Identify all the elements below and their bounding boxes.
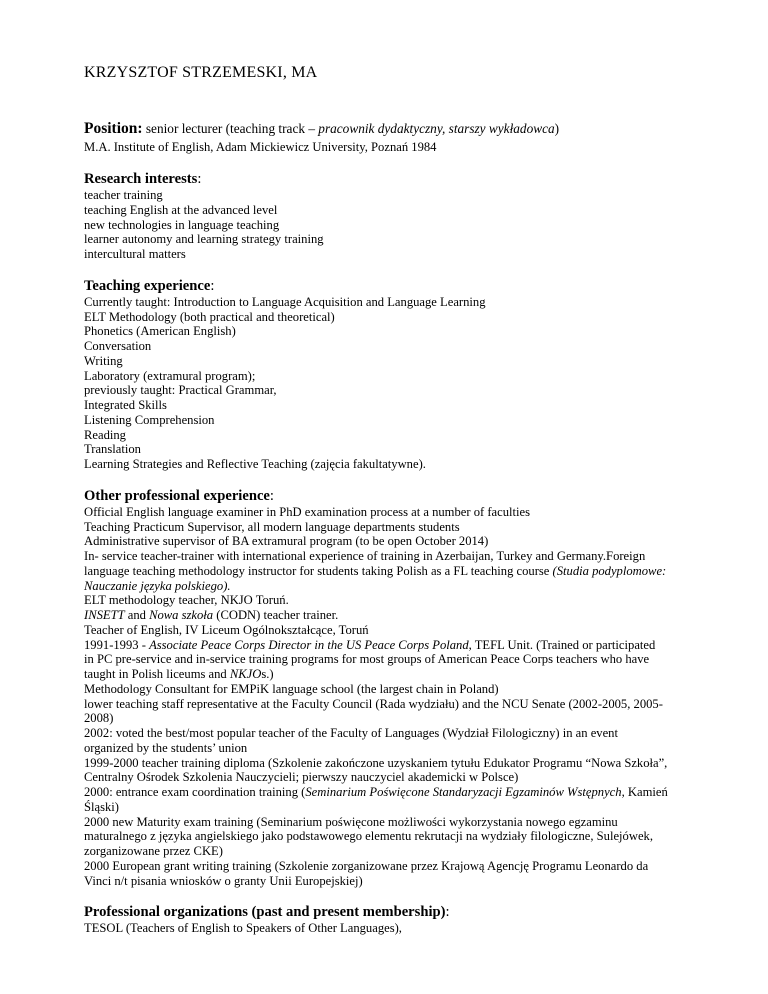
list-item: Learning Strategies and Reflective Teaching (zajęcia fakultatywne). <box>84 457 426 471</box>
other-heading <box>84 488 728 505</box>
list-item: Conversation <box>84 339 152 353</box>
text-line: Administrative supervisor of BA extramural program (to be open October 2014) <box>84 534 489 549</box>
text-line: 2000 European grant writing training (Szkolenie zorganizowane przez Krajową Agencję Programu Leonardo da <box>84 858 649 873</box>
text-line: Vinci n/t pisania wniosków o granty Unii Europejskiej) <box>84 873 363 888</box>
list-item: Writing <box>84 353 123 368</box>
text-span: (CODN) teacher trainer. <box>213 608 339 622</box>
research-heading-text: Research interests <box>84 171 198 187</box>
list-item: Integrated Skills <box>84 398 167 412</box>
list-item: Reading <box>84 427 126 442</box>
orgs-heading-text: Professional organizations (past and present membership) <box>84 904 446 921</box>
text-span-italic: (Studia podyplomowe: <box>552 563 667 578</box>
text-line: Methodology Consultant for EMPiK language school (the largest chain in Poland) <box>84 681 499 696</box>
list-item: new technologies in language teaching <box>84 217 280 232</box>
text-line <box>84 638 728 653</box>
text-span-italic: INSETT <box>84 608 125 622</box>
position-text: senior lecturer (teaching track – <box>142 121 319 136</box>
list-item: Listening Comprehension <box>84 412 215 427</box>
orgs-heading <box>84 904 728 921</box>
text-span-italic: Associate Peace Corps Director in the US Peace Corps Poland <box>149 637 469 652</box>
other-heading-colon: : <box>269 487 274 504</box>
text-span-italic: Nowa szkoła <box>149 608 214 622</box>
text-span: and <box>124 608 150 622</box>
page-title: KRZYSZTOF STRZEMESKI, MA <box>84 64 318 81</box>
list-item: teacher training <box>84 188 163 202</box>
teaching-list <box>84 295 728 472</box>
text-line: 1999-2000 teacher training diploma (Szkolenie zakończone uzyskaniem tytułu Edukator Programu “Nowa Szkoła”, <box>84 755 668 770</box>
teaching-heading-text: Teaching experience <box>84 277 211 294</box>
orgs-list <box>84 921 728 936</box>
position-line <box>84 120 728 137</box>
position-text-italic: pracownik dydaktyczny, starszy wykładowca <box>318 121 555 136</box>
text-span: 2000: entrance exam coordination training ( <box>84 785 306 799</box>
research-heading-colon: : <box>197 171 202 187</box>
text-line: Centralny Ośrodek Szkolenia Nauczycieli; pierwszy nauczyciel akademicki w Polsce) <box>84 770 519 785</box>
text-line <box>84 785 728 800</box>
text-line: maturalnego z języka angielskiego jako podstawowego elementu rekrutacji na wydziały filologiczne, Sulejówek, <box>84 829 653 844</box>
text-line: lower teaching staff representative at the Faculty Council (Rada wydziału) and the NCU Senate (2002-2005, 2005- <box>84 696 663 711</box>
text-span: Kamień <box>624 785 668 799</box>
text-span: s.) <box>261 667 274 681</box>
text-line: 2000 new Maturity exam training (Seminarium poświęcone możliwości wykorzystania nowego egzaminu <box>84 814 618 829</box>
text-line <box>84 667 728 682</box>
degree-line: M.A. Institute of English, Adam Mickiewicz University, Poznań 1984 <box>84 140 437 154</box>
text-line: in PC pre-service and in-service training programs for most groups of American Peace Corps teachers who have <box>84 652 650 667</box>
text-line: Official English language examiner in PhD examination process at a number of faculties <box>84 504 531 519</box>
text-span: taught in Polish liceums and <box>84 667 230 681</box>
orgs-heading-colon: : <box>445 904 450 921</box>
text-line: 2002: voted the best/most popular teacher of the Faculty of Languages (Wydział Filologiczny) in an event <box>84 726 618 740</box>
text-line: Śląski) <box>84 799 119 814</box>
list-item: ELT Methodology (both practical and theoretical) <box>84 309 335 324</box>
list-item: previously taught: Practical Grammar, <box>84 383 277 398</box>
text-span: , TEFL Unit. (Trained or participated <box>468 637 656 652</box>
teaching-heading <box>84 278 728 295</box>
list-item: Currently taught: Introduction to Language Acquisition and Language Learning <box>84 294 486 309</box>
text-line: ELT methodology teacher, NKJO Toruń. <box>84 593 289 608</box>
research-heading <box>84 171 728 188</box>
text-span-italic: Seminarium Poświęcone Standaryzacji Egzaminów Wstępnych, <box>305 785 625 799</box>
position-label: Position: <box>84 120 143 137</box>
text-span: 1991-1993 - <box>84 637 150 652</box>
list-item: Phonetics (American English) <box>84 324 236 339</box>
text-span-italic: NKJO <box>229 667 262 681</box>
text-line: Teaching Practicum Supervisor, all modern language departments students <box>84 519 460 534</box>
other-heading-text: Other professional experience <box>84 487 270 504</box>
other-list <box>84 505 728 889</box>
text-line <box>84 564 728 579</box>
list-item: teaching English at the advanced level <box>84 202 278 217</box>
list-item: Laboratory (extramural program); <box>84 368 256 383</box>
text-line: 2008) <box>84 711 114 726</box>
text-line: Teacher of English, IV Liceum Ogólnokształcące, Toruń <box>84 622 369 637</box>
text-line: In- service teacher-trainer with international experience of training in Azerbaijan, Turkey and Germany.Foreign <box>84 549 646 563</box>
text-line: Nauczanie języka polskiego). <box>84 578 231 593</box>
list-item: intercultural matters <box>84 247 186 261</box>
text-line: zorganizowane przez CKE) <box>84 844 223 858</box>
research-list <box>84 188 728 262</box>
teaching-heading-colon: : <box>210 277 215 294</box>
text-span: language teaching methodology instructor for students taking Polish as a FL teaching course <box>84 563 553 578</box>
text-line <box>84 608 728 623</box>
position-text-end: ) <box>554 121 560 136</box>
list-item: Translation <box>84 442 141 457</box>
text-line: organized by the students’ union <box>84 740 248 755</box>
list-item: learner autonomy and learning strategy training <box>84 232 324 247</box>
list-item: TESOL (Teachers of English to Speakers of Other Languages), <box>84 921 402 936</box>
